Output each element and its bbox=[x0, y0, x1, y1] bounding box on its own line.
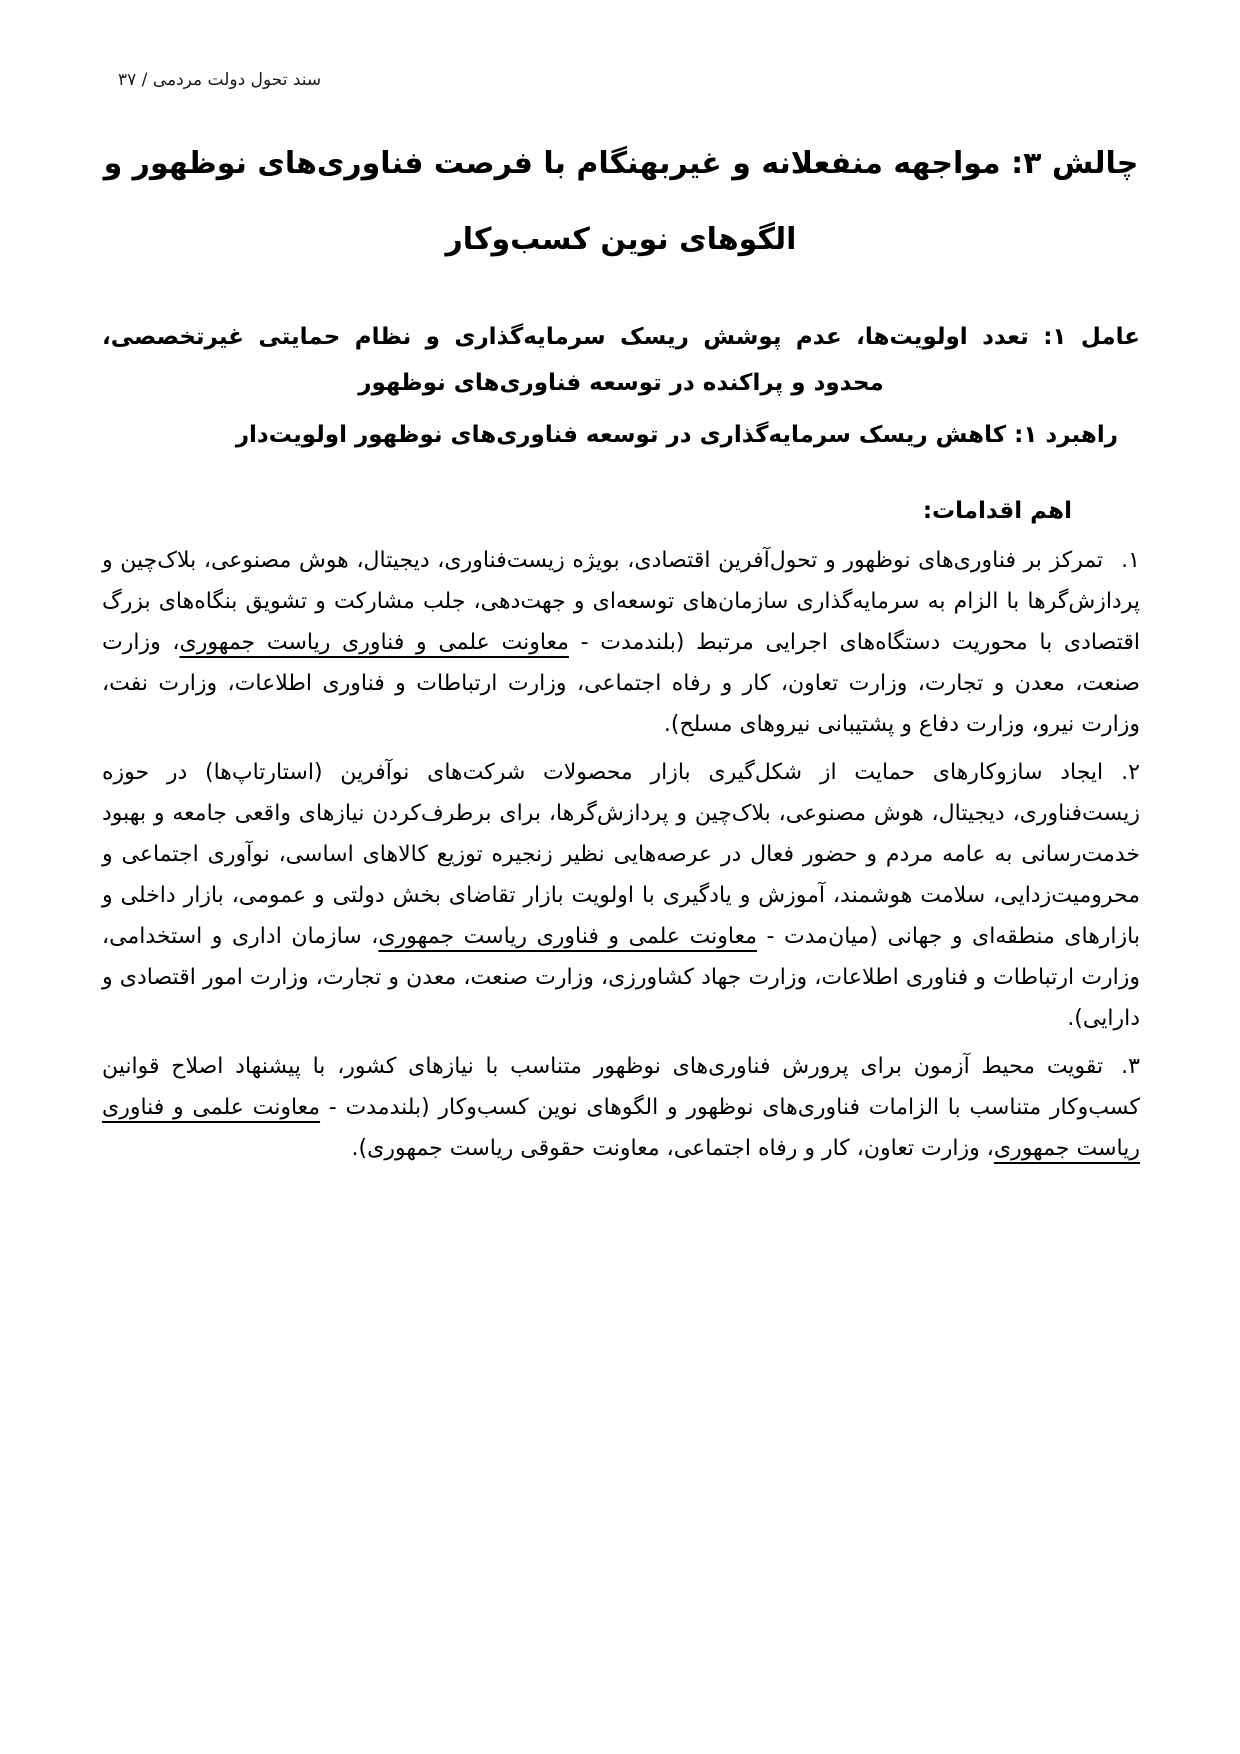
page-header: سند تحول دولت مردمی / ۳۷ bbox=[118, 70, 322, 90]
challenge-title bbox=[102, 126, 1140, 278]
challenge-title-line1: چالش ۳: مواجهه منفعلانه و غیربهنگام با فرصت فناوری‌های نوظهور و bbox=[103, 146, 1139, 181]
action-item bbox=[102, 540, 1140, 745]
actions-list bbox=[102, 540, 1140, 1169]
underlined-text: معاونت علمی و فناوری ریاست جمهوری bbox=[378, 924, 758, 949]
action-text: ، وزارت تعاون، کار و رفاه اجتماعی، معاونت حقوقی ریاست جمهوری). bbox=[351, 1136, 994, 1161]
challenge-title-line2: الگوهای نوین کسب‌وکار bbox=[445, 222, 797, 257]
strategy-line: راهبرد ۱: کاهش ریسک سرمایه‌گذاری در توسعه فناوری‌های نوظهور اولویت‌دار bbox=[235, 422, 1118, 448]
action-number: ۱. bbox=[1121, 548, 1140, 573]
action-text: ، وزارت صنعت، معدن و تجارت، وزارت تعاون، کار و رفاه اجتماعی، وزارت ارتباطات و فناوری اطلاعات، وزارت نفت، وزارت نیرو، وزارت دفاع و پشتیبانی نیروهای مسلح). bbox=[102, 630, 1140, 737]
action-number: ۳. bbox=[1121, 1054, 1140, 1079]
action-number: ۲. bbox=[1121, 760, 1140, 785]
action-text: ، سازمان اداری و استخدامی، وزارت ارتباطات و فناوری اطلاعات، وزارت جهاد کشاورزی، وزارت صنعت، معدن و تجارت، وزارت امور اقتصادی و دارایی). bbox=[102, 924, 1140, 1031]
action-text: ایجاد سازوکارهای حمایت از شکل‌گیری بازار محصولات شرکت‌های نوآفرین (استارتاپ‌ها) در حوزه زیست‌فناوری، دیجیتال، هوش مصنوعی، بلاک‌چین و پردازش‌گرها، برای برطرف‌کردن نیازهای واقعی جامعه و بهبود خدمت‌رسانی به عامه مردم و حضور فعال در عرصه‌هایی نظیر زنجیره توزیع کالاهای اساسی، نوآوری اجتماعی و محرومیت‌زدایی، سلامت هوشمند، آموزش و یادگیری با اولویت بازار تقاضای بخش دولتی و عمومی، بازار داخلی و بازارهای منطقه‌ای و جهانی (میان‌مدت - bbox=[102, 760, 1140, 949]
underlined-text: معاونت علمی و فناوری ریاست جمهوری bbox=[102, 1095, 1140, 1161]
action-item bbox=[102, 1046, 1140, 1169]
underlined-text: معاونت علمی و فناوری ریاست جمهوری bbox=[179, 630, 569, 655]
page-content bbox=[0, 126, 1240, 1169]
action-item bbox=[102, 752, 1140, 1039]
factor-paragraph: عامل ۱: تعدد اولویت‌ها، عدم پوشش ریسک سرمایه‌گذاری و نظام حمایتی غیرتخصصی، محدود و پراکنده در توسعه فناوری‌های نوظهور bbox=[102, 324, 1140, 396]
actions-heading: اهم اقدامات: bbox=[922, 498, 1072, 524]
action-text: تمرکز بر فناوری‌های نوظهور و تحول‌آفرین اقتصادی، بویژه زیست‌فناوری، دیجیتال، هوش مصنوعی، بلاک‌چین و پردازش‌گرها با الزام به سرمایه‌گذاری سازمان‌های توسعه‌ای و جهت‌دهی، جلب مشارکت و تشویق بنگاه‌های بزرگ اقتصادی با محوریت دستگاه‌های اجرایی مرتبط (بلندمدت - bbox=[102, 548, 1140, 655]
action-text: تقویت محیط آزمون برای پرورش فناوری‌های نوظهور متناسب با نیازهای کشور، با پیشنهاد اصلاح قوانین کسب‌وکار متناسب با الزامات فناوری‌های نوظهور و الگوهای نوین کسب‌وکار (بلندمدت - bbox=[102, 1054, 1140, 1120]
